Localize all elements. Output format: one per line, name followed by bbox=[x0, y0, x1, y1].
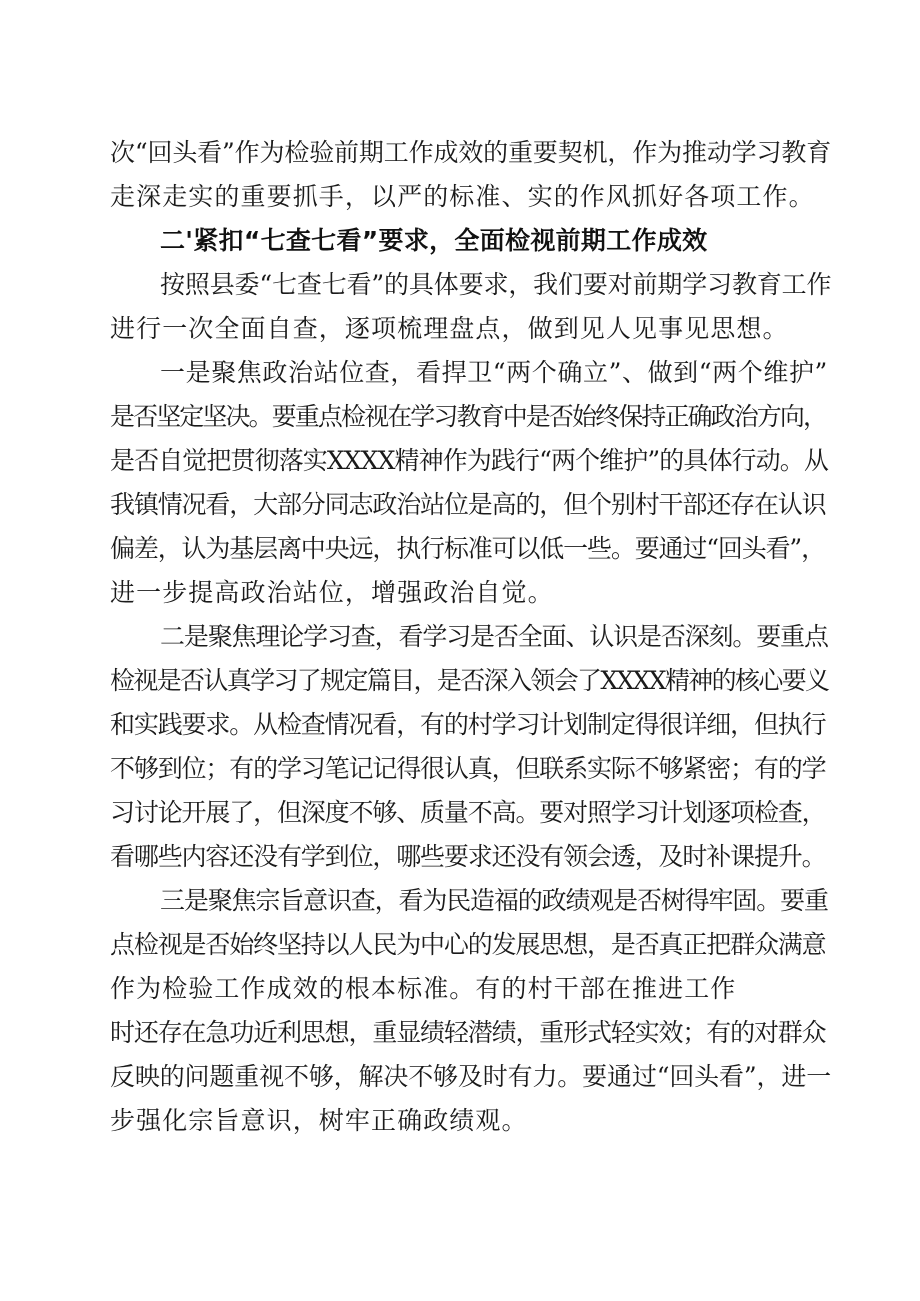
text-line: 时还存在急功近利思想，重显绩轻潜绩，重形式轻实效；有的对群众 bbox=[110, 1018, 826, 1047]
paragraph-first-line: 一是聚焦政治站位查，看捍卫“两个确立”、做到“两个维护” bbox=[160, 358, 828, 387]
text-line: 进行一次全面自查，逐项梳理盘点，做到见人见事见思想。 bbox=[110, 314, 789, 343]
paragraph-first-line: 按照县委“七查七看”的具体要求，我们要对前期学习教育工作 bbox=[160, 270, 832, 299]
text-line: 作为检验工作成效的根本标准。有的村干部在推进工作 bbox=[110, 974, 737, 1003]
text-line: 点检视是否始终坚持以人民为中心的发展思想，是否真正把群众满意 bbox=[110, 930, 826, 959]
text-line: 是否自觉把贯彻落实XXXX精神作为践行“两个维护”的具体行动。从 bbox=[110, 446, 828, 475]
text-line: 看哪些内容还没有学到位，哪些要求还没有领会透，及时补课提升。 bbox=[110, 842, 826, 871]
text-line: 检视是否认真学习了规定篇目，是否深入领会了XXXX精神的核心要义 bbox=[110, 666, 829, 695]
text-line: 次“回头看”作为检验前期工作成效的重要契机，作为推动学习教育 bbox=[110, 138, 832, 167]
text-line: 不够到位；有的学习笔记记得很认真，但联系实际不够紧密；有的学 bbox=[110, 754, 826, 783]
text-line: 走深走实的重要抓手，以严的标准、实的作风抓好各项工作。 bbox=[110, 182, 815, 211]
text-line: 我镇情况看，大部分同志政治站位是高的，但个别村干部还存在认识 bbox=[110, 490, 826, 519]
text-line: 和实践要求。从检查情况看，有的村学习计划制定得很详细，但执行 bbox=[110, 710, 826, 739]
text-line: 进一步提高政治站位，增强政治自觉。 bbox=[110, 578, 554, 607]
text-line: 偏差，认为基层离中央远，执行标准可以低一些。要通过“回头看”， bbox=[110, 534, 825, 563]
text-line: 反映的问题重视不够，解决不够及时有力。要通过“回头看”，进一 bbox=[110, 1062, 832, 1091]
text-line: 是否坚定坚决。要重点检视在学习教育中是否始终保持正确政治方向， bbox=[110, 402, 827, 431]
paragraph-first-line: 二是聚焦理论学习查，看学习是否全面、认识是否深刻。要重点 bbox=[160, 622, 828, 651]
paragraph-first-line: 三是聚焦宗旨意识查，看为民造福的政绩观是否树得牢固。要重 bbox=[160, 886, 828, 915]
section-heading: 二'紧扣“七查七看”要求，全面检视前期工作成效 bbox=[160, 226, 708, 255]
text-line: 步强化宗旨意识，树牢正确政绩观。 bbox=[110, 1106, 528, 1135]
text-line: 习讨论开展了，但深度不够、质量不高。要对照学习计划逐项检查， bbox=[110, 798, 826, 827]
